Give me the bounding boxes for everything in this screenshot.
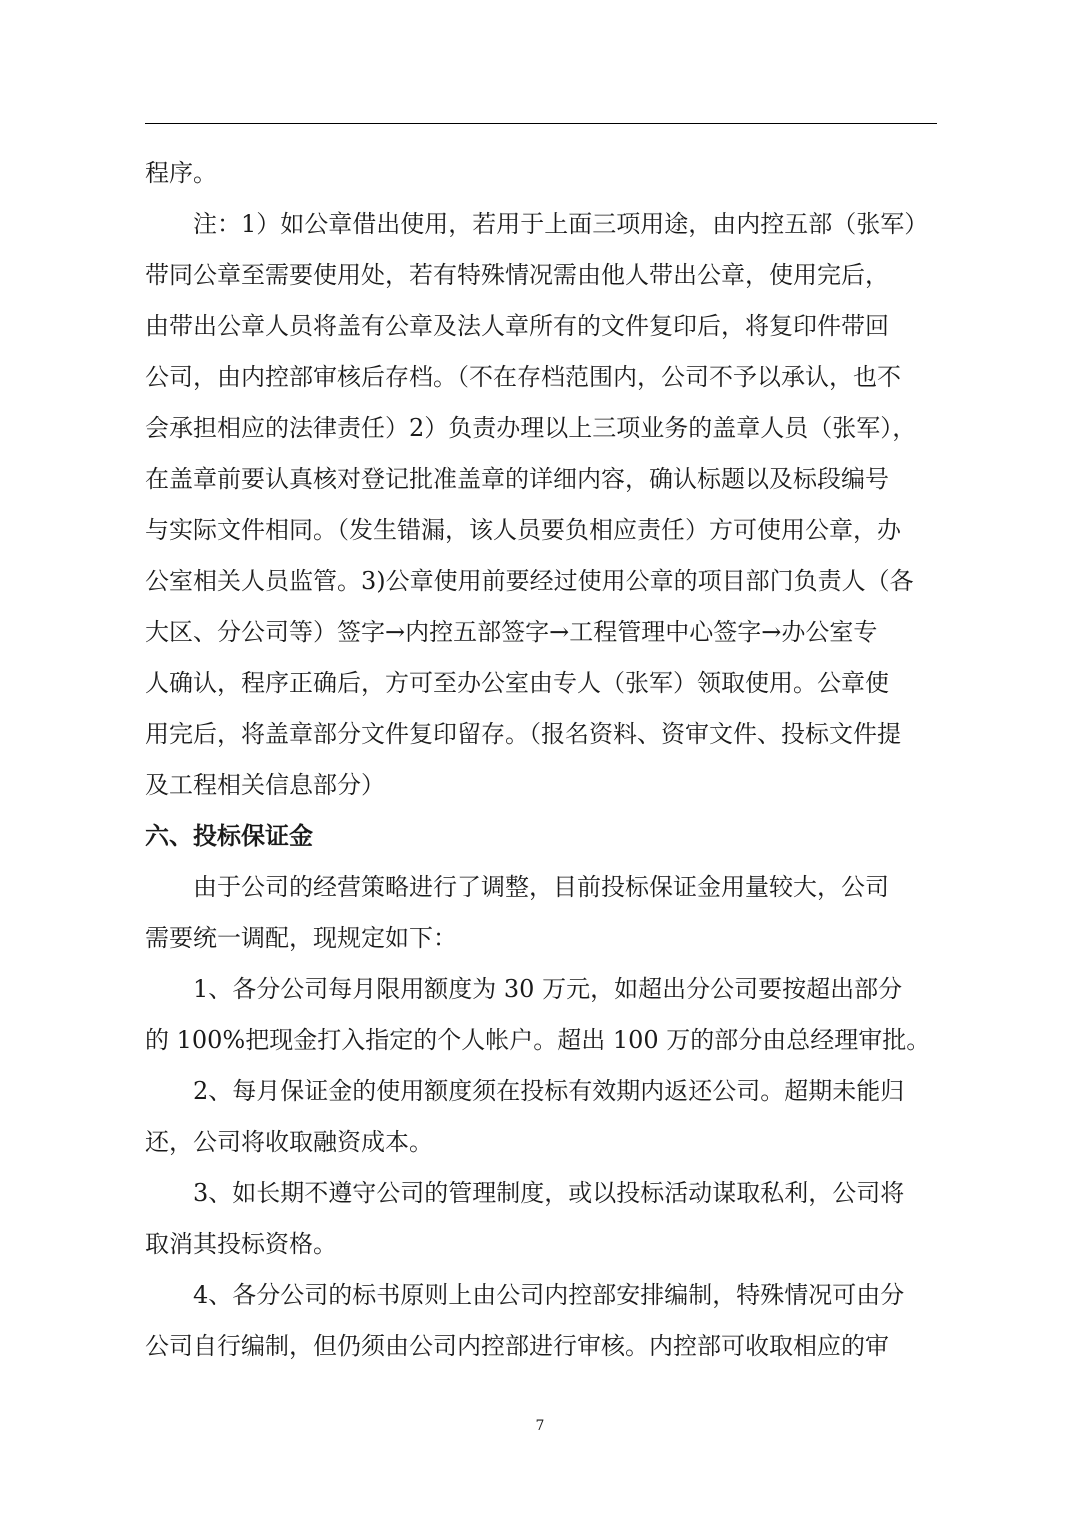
text-line-11: 人确认，程序正确后，方可至办公室由专人（张军）领取使用。公章使 [145, 669, 889, 697]
text-line-17: 1、各分公司每月限用额度为 30 万元，如超出分公司要按超出部分 [193, 975, 903, 1003]
text-line-21: 3、如长期不遵守公司的管理制度，或以投标活动谋取私利，公司将 [193, 1179, 905, 1207]
text-line-15: 由于公司的经营策略进行了调整，目前投标保证金用量较大，公司 [193, 873, 889, 901]
text-line-4: 由带出公章人员将盖有公章及法人章所有的文件复印后，将复印件带回 [145, 312, 889, 340]
page-number: 7 [535, 1418, 545, 1434]
text-line-2: 注：1）如公章借出使用，若用于上面三项用途，由内控五部（张军） [193, 210, 929, 238]
text-line-5: 公司，由内控部审核后存档。（不在存档范围内，公司不予以承认，也不 [145, 363, 901, 391]
text-line-23: 4、各分公司的标书原则上由公司内控部安排编制，特殊情况可由分 [193, 1281, 905, 1309]
section-heading: 六、投标保证金 [145, 822, 313, 850]
text-line-24: 公司自行编制，但仍须由公司内控部进行审核。内控部可收取相应的审 [145, 1332, 889, 1360]
header-rule [145, 123, 937, 124]
text-line-12: 用完后，将盖章部分文件复印留存。（报名资料、资审文件、投标文件提 [145, 720, 901, 748]
text-line-16: 需要统一调配，现规定如下： [145, 924, 457, 952]
text-line-20: 还，公司将收取融资成本。 [145, 1128, 433, 1156]
text-line-1: 程序。 [145, 159, 217, 187]
document-body [145, 148, 937, 1372]
text-line-10: 大区、分公司等）签字→内控五部签字→工程管理中心签字→办公室专 [145, 618, 878, 646]
text-line-8: 与实际文件相同。（发生错漏，该人员要负相应责任）方可使用公章，办 [145, 516, 901, 544]
text-line-13: 及工程相关信息部分） [145, 771, 385, 799]
text-line-7: 在盖章前要认真核对登记批准盖章的详细内容，确认标题以及标段编号 [145, 465, 889, 493]
text-line-18: 的 100%把现金打入指定的个人帐户。超出 100 万的部分由总经理审批。 [145, 1026, 931, 1054]
text-line-19: 2、每月保证金的使用额度须在投标有效期内返还公司。超期未能归 [193, 1077, 905, 1105]
text-line-3: 带同公章至需要使用处，若有特殊情况需由他人带出公章，使用完后， [145, 261, 889, 289]
text-line-22: 取消其投标资格。 [145, 1230, 337, 1258]
text-line-6: 会承担相应的法律责任）2）负责办理以上三项业务的盖章人员（张军）， [145, 414, 917, 442]
text-line-9: 公室相关人员监管。3)公章使用前要经过使用公章的项目部门负责人（各 [145, 567, 914, 595]
